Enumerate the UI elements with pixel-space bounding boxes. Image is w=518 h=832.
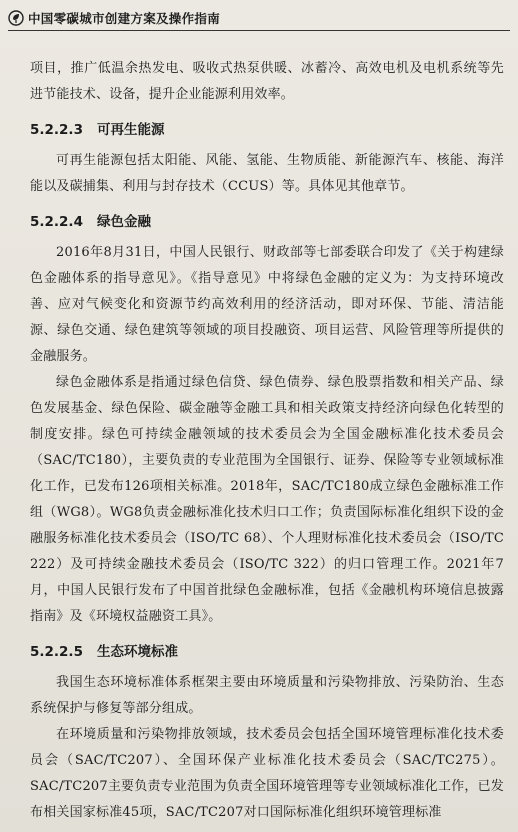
running-header: [8, 6, 510, 31]
paragraph: 项目，推广低温余热发电、吸收式热泵供暖、冰蓄冷、高效电机及电机系统等先进节能技术、设备，提升企业能源利用效率。: [30, 61, 504, 102]
section-title: 可再生能源: [96, 122, 165, 138]
section-heading: [30, 210, 504, 234]
page-body: [30, 56, 504, 826]
section-heading: [30, 640, 504, 664]
header-title: 中国零碳城市创建方案及操作指南: [28, 11, 221, 26]
section-title: 生态环境标准: [96, 644, 178, 660]
leaf-logo-icon: [8, 10, 24, 26]
section-title: 绿色金融: [96, 214, 151, 230]
section-number: 5.2.2.4: [30, 214, 83, 230]
paragraph: 我国生态环境标准体系框架主要由环境质量和污染物排放、污染防治、生态系统保护与修复等部分组成。: [30, 675, 504, 716]
paragraph: 在环境质量和污染物排放领域，技术委员会包括全国环境管理标准化技术委员会（SAC/TC207）、全国环保产业标准化技术委员会（SAC/TC275）。SAC/TC207主要负责专业范围为负责全国环境管理等专业领域标准化工作，已发布相关国家标准45项，SAC/TC207对口国际标准化组织环境管理标准: [30, 727, 504, 820]
section-heading: [30, 118, 504, 142]
section-number: 5.2.2.5: [30, 644, 83, 660]
paragraph: 绿色金融体系是指通过绿色信贷、绿色债券、绿色股票指数和相关产品、绿色发展基金、绿色保险、碳金融等金融工具和相关政策支持经济向绿色化转型的制度安排。绿色可持续金融领域的技术委员会为全国金融标准化技术委员会（SAC/TC180），主要负责的专业范围为全国银行、证券、保险等专业领域标准化工作，已发布126项相关标准。2018年，SAC/TC180成立绿色金融标准工作组（WG8）。WG8负责金融标准化技术归口工作；负责国际标准化组织下设的金融服务标准化技术委员会（ISO/TC 68）、个人理财标准化技术委员会（ISO/TC 222）及可持续金融技术委员会（ISO/TC 322）的归口管理工作。2021年7月，中国人民银行发布了中国首批绿色金融标准，包括《金融机构环境信息披露指南》及《环境权益融资工具》。: [30, 375, 504, 624]
paragraph: 可再生能源包括太阳能、风能、氢能、生物质能、新能源汽车、核能、海洋能以及碳捕集、利用与封存技术（CCUS）等。具体见其他章节。: [30, 153, 504, 194]
section-number: 5.2.2.3: [30, 122, 83, 138]
paragraph: 2016年8月31日，中国人民银行、财政部等七部委联合印发了《关于构建绿色金融体系的指导意见》。《指导意见》中将绿色金融的定义为：为支持环境改善、应对气候变化和资源节约高效利用的经济活动，即对环保、节能、清洁能源、绿色交通、绿色建筑等领域的项目投融资、项目运营、风险管理等所提供的金融服务。: [30, 245, 504, 364]
